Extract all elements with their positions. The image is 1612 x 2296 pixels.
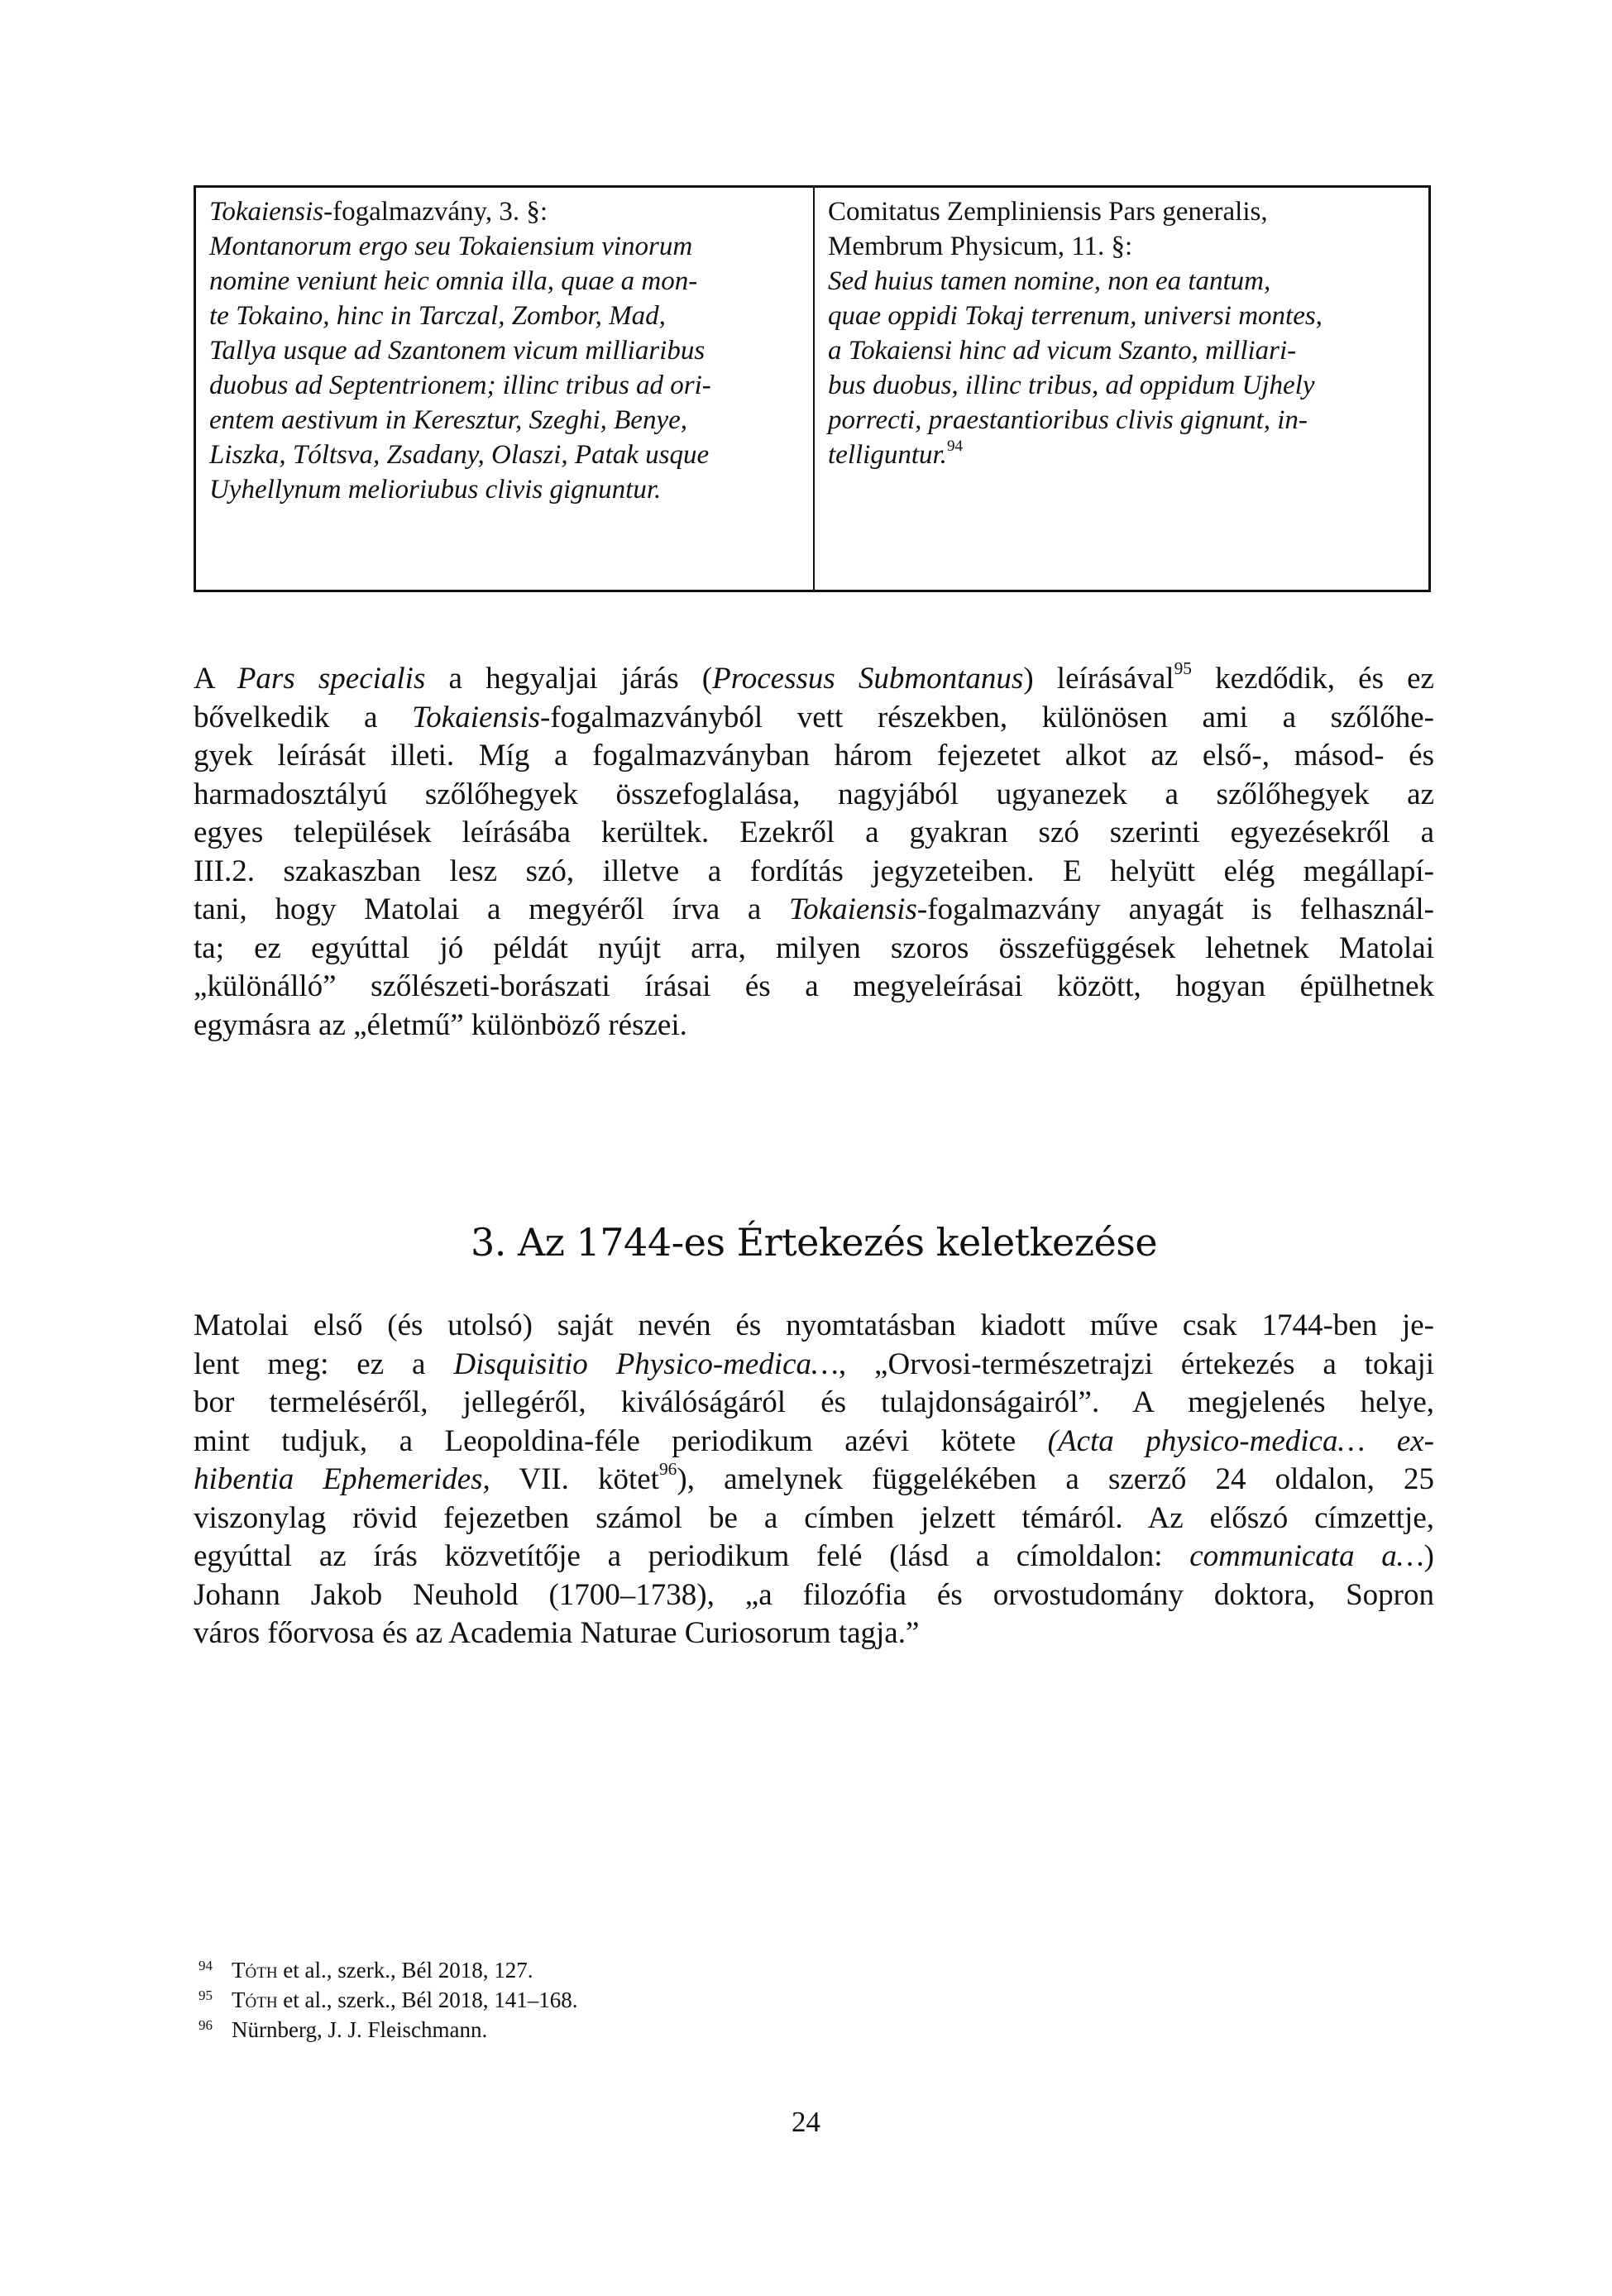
heading-italic: Tokaiensis — [209, 197, 324, 227]
footnote-number: 94 — [199, 1958, 213, 1973]
page-number: 24 — [792, 2106, 820, 2138]
quote-line: Tallya usque ad Szantonem vicum milliaribus — [209, 336, 706, 366]
text-line: egymásra az „életmű” különböző részei. — [194, 1007, 687, 1042]
quote-line: telliguntur.$^{94}$ — [828, 438, 964, 470]
quote-line: te Tokaino, hinc in Tarczal, Zombor, Mad, — [209, 301, 666, 331]
quote-line: Uyhellynum melioriubus clivis gignuntur. — [209, 475, 662, 505]
text-line: tani, hogy Matolai a megyéről írva a Tokaiensis-fogalmazvány anyagát is felhasznál- — [194, 892, 1434, 926]
footnote-text: Tóth et al., szerk., Bél 2018, 127. — [232, 1958, 533, 1983]
text-line: Matolai első (és utolsó) saját nevén és nyomtatásban kiadott műve csak 1744-ben je- — [194, 1308, 1434, 1342]
footnote-text: Tóth et al., szerk., Bél 2018, 141–168. — [232, 1987, 578, 2012]
text-line: bor termeléséről, jellegéről, kiválóságáról és tulajdonságairól”. A megjelenés helye, — [194, 1385, 1434, 1419]
footnote-ref-96[interactable]: 96 — [658, 1459, 677, 1480]
text-line: ta; ez egyúttal jó példát nyújt arra, milyen szoros összefüggések lehetnek Matolai — [194, 930, 1434, 965]
text-line: bővelkedik a Tokaiensis-fogalmazványból vett részekben, különösen ami a szőlőhe- — [194, 700, 1434, 734]
cell-heading: Membrum Physicum, 11. §: — [828, 232, 1133, 261]
text-line: mint tudjuk, a Leopoldina-féle periodikum azévi kötete (Acta physico-medica… ex- — [194, 1423, 1434, 1458]
quote-line: Sed huius tamen nomine, non ea tantum, — [828, 266, 1271, 296]
text-line: Johann Jakob Neuhold (1700–1738), „a filozófia és orvostudomány doktora, Sopron — [194, 1577, 1434, 1612]
footnote-number: 95 — [199, 1987, 213, 2003]
paragraph — [194, 660, 1434, 1045]
section-heading: 3. Az 1744-es Értekezés keletkezése — [470, 1220, 1158, 1265]
footnote-number: 96 — [199, 2017, 213, 2033]
quote-line: a Tokaiensi hinc ad vicum Szanto, milliari- — [828, 336, 1297, 366]
quote-line: Montanorum ergo seu Tokaiensium vinorum — [209, 232, 693, 261]
quote-line: bus duobus, illinc tribus, ad oppidum Ujhely — [828, 371, 1315, 400]
text-line: város főorvosa és az Academia Naturae Curiosorum tagja.” — [194, 1616, 920, 1650]
text-line: harmadosztályú szőlőhegyek összefoglalása, nagyjából ugyanezek a szőlőhegyek az — [194, 777, 1434, 811]
text-line: hibentia Ephemerides, VII. kötet$^{96}$), amelynek függelékében a szerző 24 oldalon, 25 — [194, 1459, 1434, 1496]
footnote-ref-94[interactable]: 94 — [946, 438, 964, 456]
quote-line: quae oppidi Tokaj terrenum, universi montes, — [828, 301, 1323, 331]
text-line: egyes települések leírásába kerültek. Ezekről a gyakran szó szerinti egyezésekről a — [194, 816, 1434, 849]
text-line: III.2. szakaszban lesz szó, illetve a fordítás jegyzeteiben. E helyütt elég megállapí- — [194, 854, 1434, 888]
quote-line: nomine veniunt heic omnia illa, quae a mon- — [209, 266, 698, 296]
paragraph — [194, 1307, 1434, 1653]
comparison-table — [194, 185, 1431, 592]
quote-line: duobus ad Septentrionem; illinc tribus ad ori- — [209, 371, 711, 400]
heading-rest: -fogalmazvány, 3. §: — [323, 197, 548, 227]
cell-heading: Comitatus Zempliniensis Pars generalis, — [828, 197, 1268, 227]
footnote-94 — [194, 1957, 938, 1987]
table-cell-comitatus — [815, 188, 1428, 590]
text-line: gyek leírását illeti. Míg a fogalmazványban három fejezetet alkot az első-, másod- és — [194, 739, 1434, 773]
text-line: A Pars specialis a hegyaljai járás (Processus Submontanus) leírásával$^{95}$ kezdődik, és ez — [194, 658, 1434, 696]
text-line: viszonylag rövid fejezetben számol be a címben jelzett témáról. Az előszó címzettje, — [194, 1500, 1434, 1535]
footnote-95 — [194, 1987, 938, 2016]
table-cell-tokaiensis — [196, 188, 815, 590]
footnote-96 — [194, 2016, 938, 2046]
footnotes — [194, 1957, 938, 2046]
text-line: egyúttal az írás közvetítője a periodikum felé (lásd a címoldalon: communicata a…) — [194, 1539, 1434, 1573]
text-line: lent meg: ez a Disquisitio Physico-medica…, „Orvosi-természetrajzi értekezés a tokaji — [194, 1347, 1435, 1381]
footnote-ref-95[interactable]: 95 — [1174, 658, 1193, 679]
footnote-text: Nürnberg, J. J. Fleischmann. — [232, 2017, 488, 2042]
text-line: „különálló” szőlészeti-borászati írásai és a megyeleírásai között, hogyan épülhetnek — [194, 969, 1434, 1003]
quote-line: Liszka, Tóltsva, Zsadany, Olaszi, Patak usque — [209, 440, 710, 470]
quote-line: porrecti, praestantioribus clivis gignunt, in- — [828, 405, 1308, 435]
quote-line: entem aestivum in Keresztur, Szeghi, Benye, — [209, 405, 687, 435]
cell-heading — [209, 194, 801, 229]
